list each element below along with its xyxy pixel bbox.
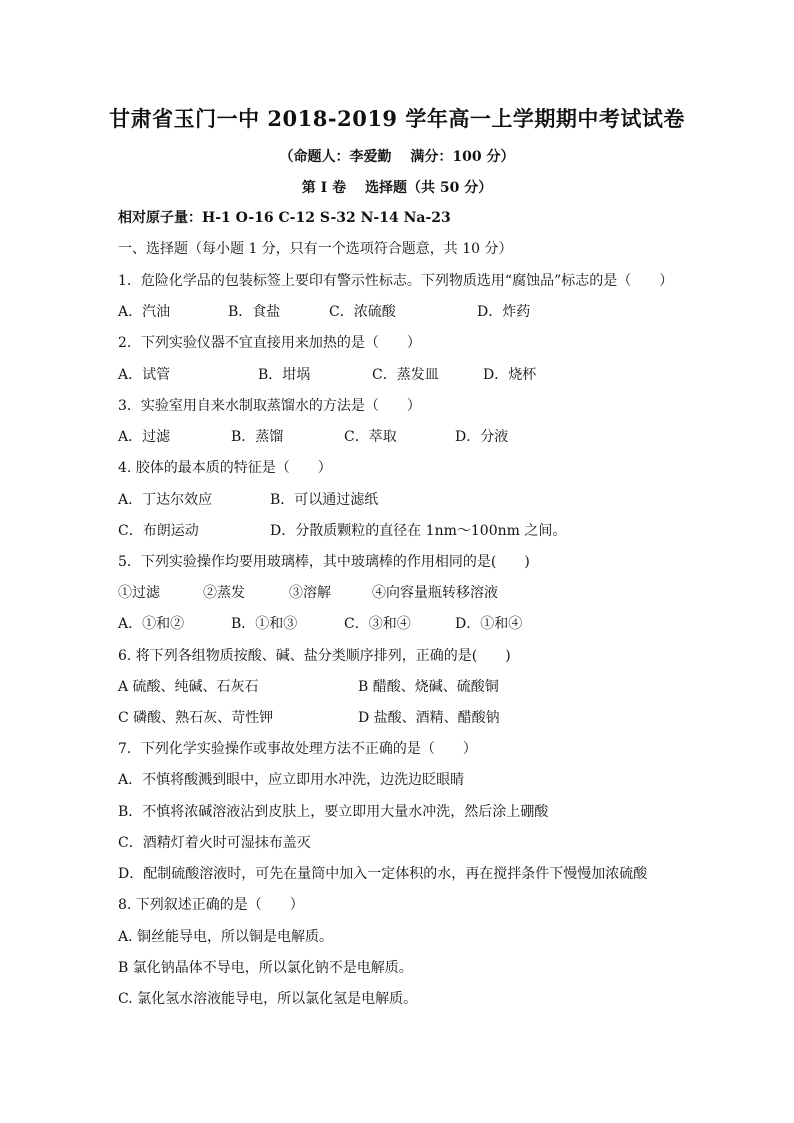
option-c: C．浓硫酸 xyxy=(329,304,396,320)
atomic-mass-line: 相对原子量：H-1 O-16 C-12 S-32 N-14 Na-23 xyxy=(118,210,451,226)
option-b: B．食盐 xyxy=(228,304,281,320)
question-stem: 7．下列化学实验操作或事故处理方法不正确的是（ ） xyxy=(118,741,477,757)
option-d: D 盐酸、酒精、醋酸钠 xyxy=(358,710,500,726)
option-a: A．①和② xyxy=(118,616,185,632)
option-c: C．酒精灯着火时可湿抹布盖灭 xyxy=(118,835,311,851)
option-c: C．布朗运动 xyxy=(118,523,199,539)
option-d: D．①和④ xyxy=(455,616,523,632)
option-b: B．①和③ xyxy=(231,616,298,632)
item-2: ②蒸发 xyxy=(203,585,245,601)
option-d: D．配制硫酸溶液时，可先在量筒中加入一定体积的水，再在搅拌条件下慢慢加浓硫酸 xyxy=(118,866,648,882)
option-b: B 氯化钠晶体不导电，所以氯化钠不是电解质。 xyxy=(118,960,413,976)
item-4: ④向容量瓶转移溶液 xyxy=(372,585,498,601)
question-stem: 6. 将下列各组物质按酸、碱、盐分类顺序排列，正确的是( ) xyxy=(118,648,511,664)
option-a: A．丁达尔效应 xyxy=(118,492,213,508)
item-1: ①过滤 xyxy=(118,585,160,601)
question-stem: 5．下列实验操作均要用玻璃棒，其中玻璃棒的作用相同的是( ) xyxy=(118,554,530,570)
option-b: B．蒸馏 xyxy=(231,429,284,445)
item-3: ③溶解 xyxy=(289,585,331,601)
question-stem: 8. 下列叙述正确的是（ ） xyxy=(118,897,304,913)
option-d: D．分液 xyxy=(455,429,509,445)
question-stem: 1．危险化学品的包装标签上要印有警示性标志。下列物质选用“腐蚀品”标志的是（ ） xyxy=(118,273,674,289)
option-b: B．不慎将浓碱溶液沾到皮肤上，要立即用大量水冲洗，然后涂上硼酸 xyxy=(118,804,549,820)
option-c: C 磷酸、熟石灰、苛性钾 xyxy=(118,710,274,726)
exam-subtitle: （命题人：李爱勤 满分：100 分） xyxy=(279,149,515,165)
option-a: A．过滤 xyxy=(118,429,171,445)
option-a: A 硫酸、纯碱、石灰石 xyxy=(118,679,259,695)
option-b: B．可以通过滤纸 xyxy=(270,492,379,508)
option-a: A. 铜丝能导电，所以铜是电解质。 xyxy=(118,929,334,945)
option-a: A．汽油 xyxy=(118,304,171,320)
question-stem: 4. 胶体的最本质的特征是（ ） xyxy=(118,460,332,476)
option-c: C．③和④ xyxy=(344,616,411,632)
section-heading: 第 I 卷 选择题（共 50 分） xyxy=(301,180,493,196)
option-c: C．蒸发皿 xyxy=(372,367,439,383)
option-c: C. 氯化氢水溶液能导电，所以氯化氢是电解质。 xyxy=(118,991,418,1007)
option-a: A．不慎将酸溅到眼中，应立即用水冲洗，边洗边眨眼睛 xyxy=(118,772,465,788)
option-b: B 醋酸、烧碱、硫酸铜 xyxy=(358,679,499,695)
part-heading: 一、选择题（每小题 1 分，只有一个选项符合题意，共 10 分） xyxy=(118,241,513,257)
exam-title: 甘肃省玉门一中 2018-2019 学年高一上学期期中考试试卷 xyxy=(109,106,685,131)
option-a: A．试管 xyxy=(118,367,171,383)
question-stem: 3．实验室用自来水制取蒸馏水的方法是（ ） xyxy=(118,398,421,414)
question-stem: 2．下列实验仪器不宜直接用来加热的是（ ） xyxy=(118,335,421,351)
option-b: B．坩埚 xyxy=(258,367,311,383)
option-d: D．分散质颗粒的直径在 1nm～100nm 之间。 xyxy=(270,523,567,539)
option-d: D．炸药 xyxy=(477,304,531,320)
option-d: D．烧杯 xyxy=(483,367,537,383)
option-c: C．萃取 xyxy=(344,429,397,445)
